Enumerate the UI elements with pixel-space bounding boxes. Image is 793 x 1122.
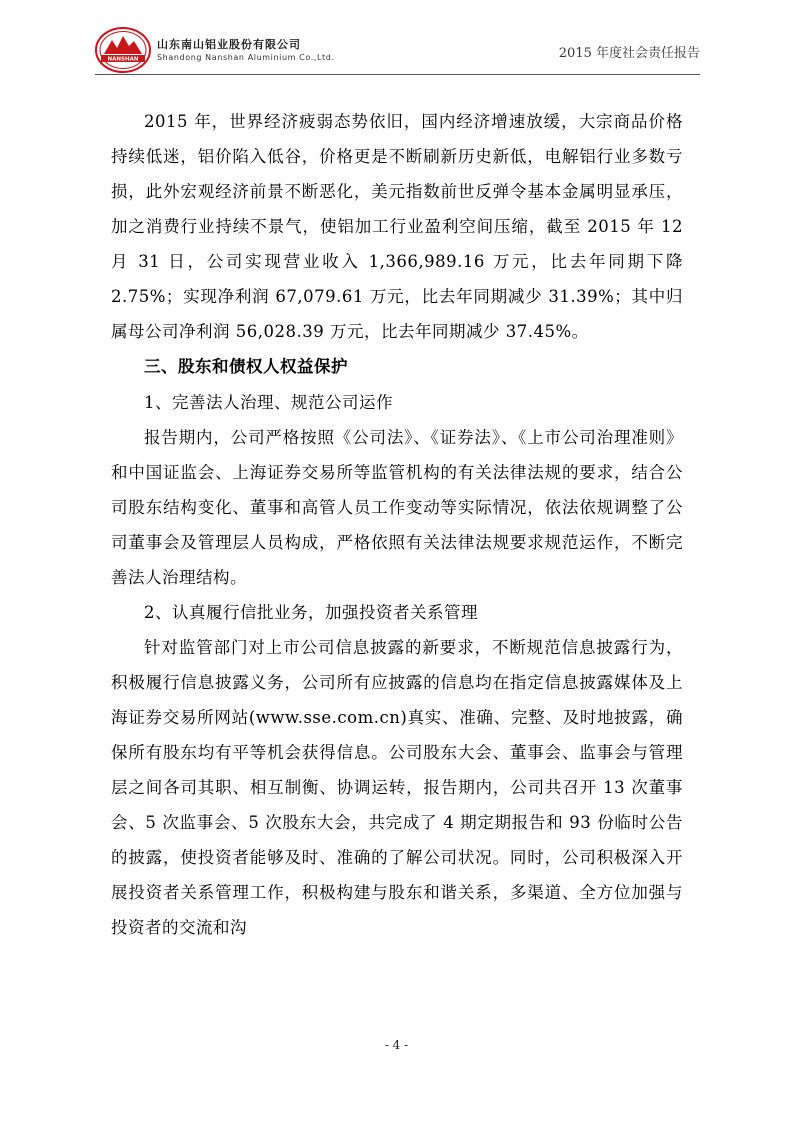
nanshan-logo-icon [95, 26, 151, 74]
governance-paragraph: 报告期内，公司严格按照《公司法》、《证券法》、《上市公司治理准则》和中国证监会、上海证券交易所等监管机构的有关法律法规的要求，结合公司股东结构变化、董事和高管人员工作变动等实际情况，依法依规调整了公司董事会及管理层人员构成，严格依照有关法律法规要求规范运作，不断完善法人治理结构。 [111, 428, 683, 587]
subsection-title-disclosure: 2、认真履行信批业务，加强投资者关系管理 [144, 603, 478, 622]
page-content [111, 104, 683, 945]
header-divider [95, 74, 700, 75]
page-number: - 4 - [384, 1038, 409, 1052]
section-heading: 三、股东和债权人权益保护 [144, 357, 348, 376]
company-name-cn: 山东南山铝业股份有限公司 [157, 38, 301, 51]
report-title: 2015 年度社会责任报告 [558, 46, 700, 61]
subsection-title-governance: 1、完善法人治理、规范公司运作 [144, 393, 393, 412]
logo-text: NANSHAN [107, 56, 139, 63]
page-header [95, 26, 700, 78]
intro-paragraph: 2015 年，世界经济疲弱态势依旧，国内经济增速放缓，大宗商品价格持续低迷，铝价陷入低谷，价格更是不断刷新历史新低，电解铝行业多数亏损，此外宏观经济前景不断恶化，美元指数前世反弹令基本金属明显承压，加之消费行业持续不景气，使铝加工行业盈利空间压缩，截至 2015 年 12 月 31 日，公司实现营业收入 1,366,989.16 万元，比去年同期下降 2.75%；实现净利润 67,079.61 万元，比去年同期减少 31.39%；其中归属母公司净利润 56,028.39 万元，比去年同期减少 37.45%。 [111, 112, 683, 341]
company-name-en: Shandong Nanshan Aluminium Co.,Ltd. [157, 53, 335, 62]
disclosure-paragraph: 针对监管部门对上市公司信息披露的新要求，不断规范信息披露行为，积极履行信息披露义务，公司所有应披露的信息均在指定信息披露媒体及上海证券交易所网站(www.sse.com.cn)真实、准确、完整、及时地披露，确保所有股东均有平等机会获得信息。公司股东大会、董事会、监事会与管理层之间各司其职、相互制衡、协调运转，报告期内，公司共召开 13 次董事会、5 次监事会、5 次股东大会，共完成了 4 期定期报告和 93 份临时公告的披露，使投资者能够及时、准确的了解公司状况。同时，公司积极深入开展投资者关系管理工作，积极构建与股东和谐关系，多渠道、全方位加强与投资者的交流和沟 [111, 638, 683, 937]
